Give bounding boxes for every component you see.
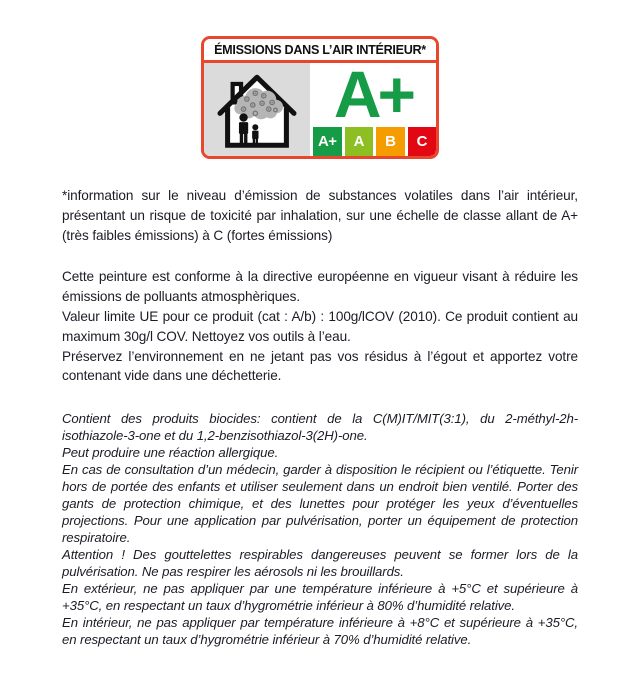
safety-paragraph: En intérieur, ne pas appliquer par température inférieure à +8°C et supérieure à +35°C, en respectant un taux d’hygrométrie inférieur à 70% d’humidité relative. (62, 615, 578, 648)
safety-paragraph: En extérieur, ne pas appliquer par une température inférieure à +5°C et supérieure à +35°C, en respectant un taux d’hygrométrie inférieur à 80% d’humidité relative. (62, 581, 578, 614)
house-panel (204, 63, 310, 156)
footnote-paragraph: *information sur le niveau d’émission de substances volatiles dans l’air intérieur, présentant un risque de toxicité par inhalation, sur une échelle de classe allant de A+ (très faibles émissions) à C (fortes émissions) (62, 188, 578, 243)
rating-scale (310, 127, 436, 156)
safety-paragraph: En cas de consultation d’un médecin, garder à disposition le récipient ou l’étiquette. Tenir hors de portée des enfants et utiliser seulement dans un endroit bien ventilé. Porter des gants de protection chimique, et des lunettes pour protéger les yeux d’éventuelles projections. Pour une application par pulvérisation, porter un équipement de protection respiratoire. (62, 462, 578, 546)
label-text-block (62, 186, 578, 648)
label-title: ÉMISSIONS DANS L’AIR INTÉRIEUR* (204, 39, 436, 63)
indoor-air-emissions-label (201, 36, 439, 159)
label-body (204, 63, 436, 156)
regulatory-paragraph: Valeur limite UE pour ce produit (cat : A/b) : 100g/lCOV (2010). Ce produit contient au maximum 30g/l COV. Nettoyez vos outils à l’eau. (62, 308, 578, 344)
regulatory-paragraphs (62, 267, 578, 386)
rating-scale-grade-c: C (408, 127, 437, 156)
safety-paragraph: Attention ! Des gouttelettes respirables dangereuses peuvent se former lors de la pulvérisation. Ne pas respirer les aérosols ni les brouillards. (62, 547, 578, 580)
safety-paragraphs (62, 410, 578, 648)
rating-scale-grade-b: B (376, 127, 405, 156)
rating-value: A+ (333, 63, 413, 127)
safety-paragraph: Peut produire une réaction allergique. (62, 445, 279, 461)
rating-scale-grade-a: A (345, 127, 374, 156)
rating-scale-grade-a-plus: A+ (313, 127, 342, 156)
regulatory-paragraph: Préservez l’environnement en ne jetant pas vos résidus à l’égout et apportez votre contenant vide dans une déchetterie. (62, 348, 578, 384)
house-with-pollutant-cloud-and-family-icon (213, 68, 301, 152)
regulatory-paragraph: Cette peinture est conforme à la directive européenne en vigueur visant à réduire les émissions de polluants atmosphèriques. (62, 269, 578, 305)
rating-panel (310, 63, 436, 156)
safety-paragraph: Contient des produits biocides: contient de la C(M)IT/MIT(3:1), du 2-méthyl-2h-isothiazole-3-one et du 1,2-benzisothiazol-3(2H)-one. (62, 411, 578, 444)
